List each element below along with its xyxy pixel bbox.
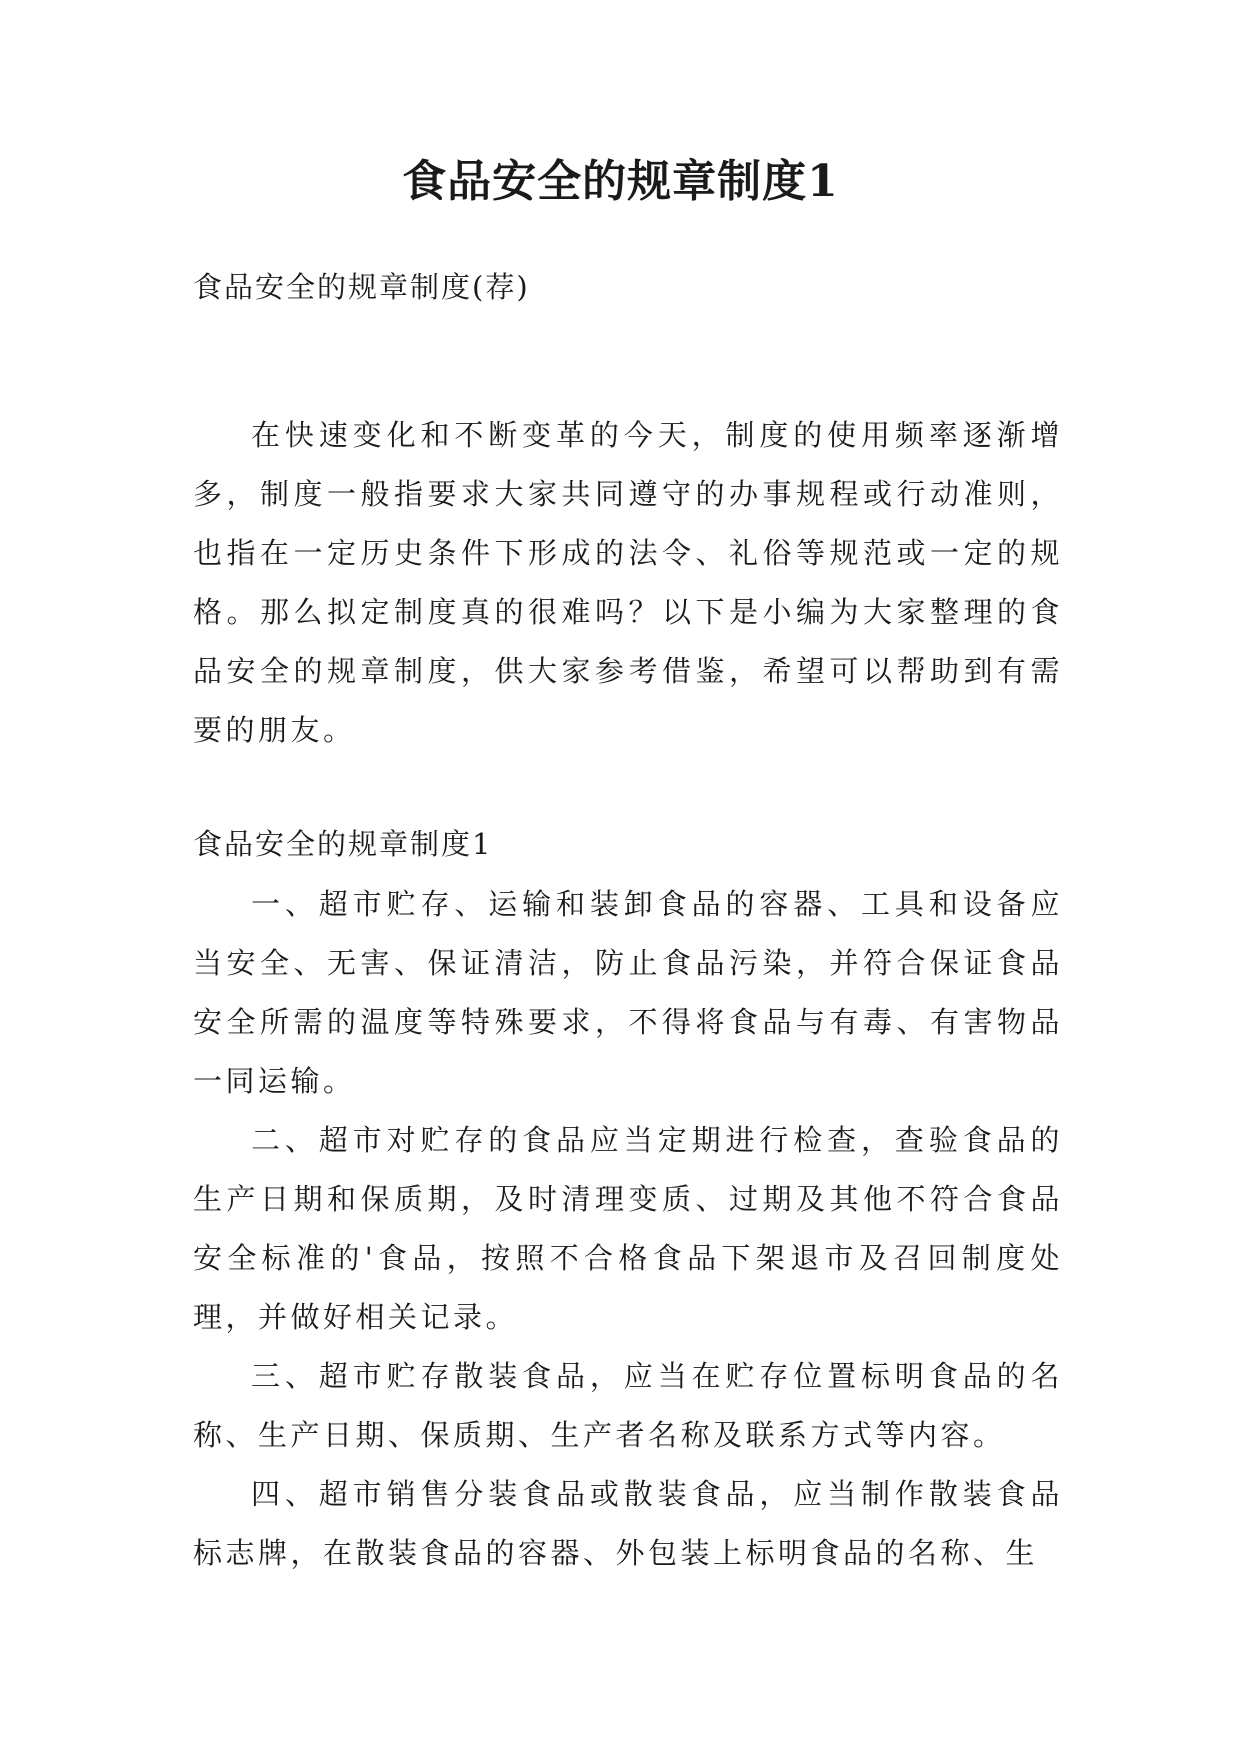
section-heading: 食品安全的规章制度1: [193, 827, 493, 861]
document-title: 食品安全的规章制度1: [402, 156, 839, 207]
intro-paragraph: 在快速变化和不断变革的今天，制度的使用频率逐渐增多，制度一般指要求大家共同遵守的办事规程或行动准则，也指在一定历史条件下形成的法令、礼俗等规范或一定的规格。那么拟定制度真的很难吗？以下是小编为大家整理的食品安全的规章制度，供大家参考借鉴，希望可以帮助到有需要的朋友。: [193, 418, 1063, 747]
rule-paragraph-4: 四、超市销售分装食品或散装食品，应当制作散装食品标志牌，在散装食品的容器、外包装上标明食品的名称、生: [193, 1477, 1063, 1570]
document-subtitle: 食品安全的规章制度(荐): [193, 270, 530, 304]
rules-block: [193, 875, 1063, 1583]
intro-block: [193, 406, 1063, 760]
rule-paragraph-3: 三、超市贮存散装食品，应当在贮存位置标明食品的名称、生产日期、保质期、生产者名称及联系方式等内容。: [193, 1359, 1063, 1452]
rule-paragraph-2: 二、超市对贮存的食品应当定期进行检查，查验食品的生产日期和保质期，及时清理变质、过期及其他不符合食品安全标准的'食品，按照不合格食品下架退市及召回制度处理，并做好相关记录。: [193, 1123, 1063, 1334]
rule-paragraph-1: 一、超市贮存、运输和装卸食品的容器、工具和设备应当安全、无害、保证清洁，防止食品污染，并符合保证食品安全所需的温度等特殊要求，不得将食品与有毒、有害物品一同运输。: [193, 887, 1063, 1098]
